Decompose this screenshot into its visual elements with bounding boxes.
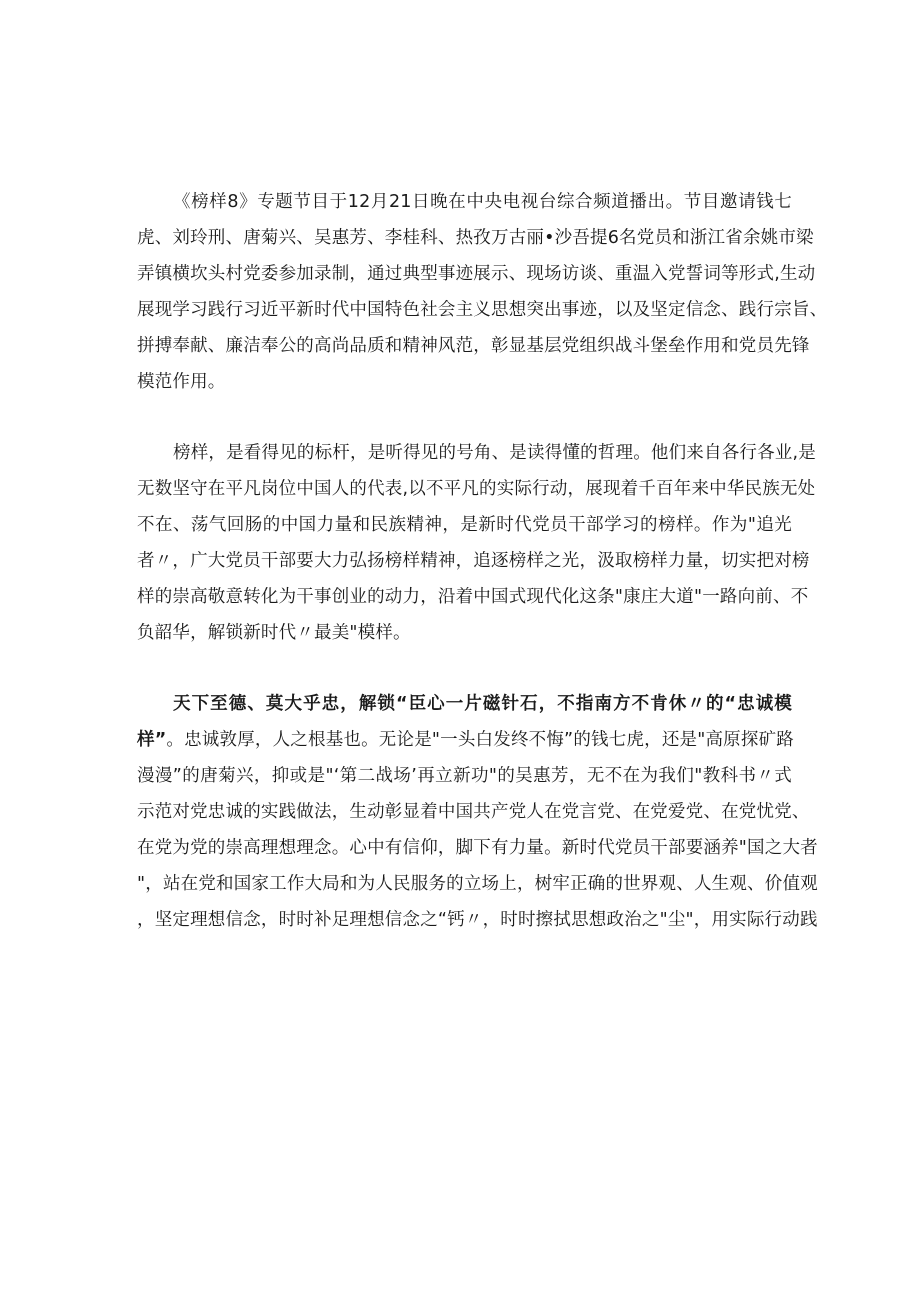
text-line: 者〃，广大党员干部要大力弘扬榜样精神，追逐榜样之光，汲取榜样力量，切实把对榜 [137,551,810,571]
text-line: 不在、荡气回肠的中国力量和民族精神，是新时代党员干部学习的榜样。作为"追光 [137,515,792,535]
text-line: ，坚定理想信念，时时补足理想信念之“钙〃，时时擦拭思想政治之"尘"，用实际行动践 [137,910,818,930]
text-line: 示范对党忠诚的实践做法，生动彰显着中国共产党人在党言党、在党爱党、在党忧党、 [137,802,810,822]
text-line: 虎、刘玲刑、唐菊兴、吴惠芳、李桂科、热孜万古丽•沙吾提6名党员和浙江省余姚市梁 [137,228,814,248]
paragraph-role-models [137,435,816,651]
paragraph-bangyang-broadcast [137,184,828,400]
text-line: 榜样，是看得见的标杆，是听得见的号角、是读得懂的哲理。他们来自各行各业,是 [173,443,816,463]
text-line [137,722,792,758]
text-line: 拼搏奉献、廉洁奉公的高尚品质和精神风范，彰显基层党组织战斗堡垒作用和党员先锋 [137,336,810,356]
text-line: 负韶华，解锁新时代〃最美"模样。 [137,623,411,643]
paragraph-loyalty [137,686,818,938]
section-heading-line: 天下至德、莫大乎忠，解锁“臣心一片磁针石，不指南方不肯休〃的“忠诚模 [173,694,792,714]
text-line: 展现学习践行习近平新时代中国特色社会主义思想突出事迹，以及坚定信念、践行宗旨、 [137,300,828,320]
document-body [137,184,828,938]
text-line: 弄镇横坎头村党委参加录制，通过典型事迹展示、现场访谈、重温入党誓词等形式,生动 [137,264,816,284]
text-line: 无数坚守在平凡岗位中国人的代表,以不平凡的实际行动，展现着千百年来中华民族无处 [137,479,816,499]
text-run: 。忠诚敦厚，人之根基也。无论是"一头白发终不悔”的钱七虎，还是"高原探矿路 [166,730,794,750]
text-line: 《榜样8》专题节目于12月21日晚在中央电视台综合频道播出。节目邀请钱七 [173,192,792,212]
section-heading-tail: 样” [137,730,167,750]
text-line: 样的崇高敬意转化为干事创业的动力，沿着中国式现代化这条"康庄大道"一路向前、不 [137,587,809,607]
text-line: "，站在党和国家工作大局和为人民服务的立场上，树牢正确的世界观、人生观、价值观 [137,874,818,894]
text-line: 漫漫”的唐菊兴，抑或是"‘第二战场’再立新功"的吴惠芳，无不在为我们"教科书〃式 [137,766,792,786]
text-line: 在党为党的崇高理想理念。心中有信仰，脚下有力量。新时代党员干部要涵养"国之大者 [137,838,818,858]
text-line: 模范作用。 [137,372,226,392]
